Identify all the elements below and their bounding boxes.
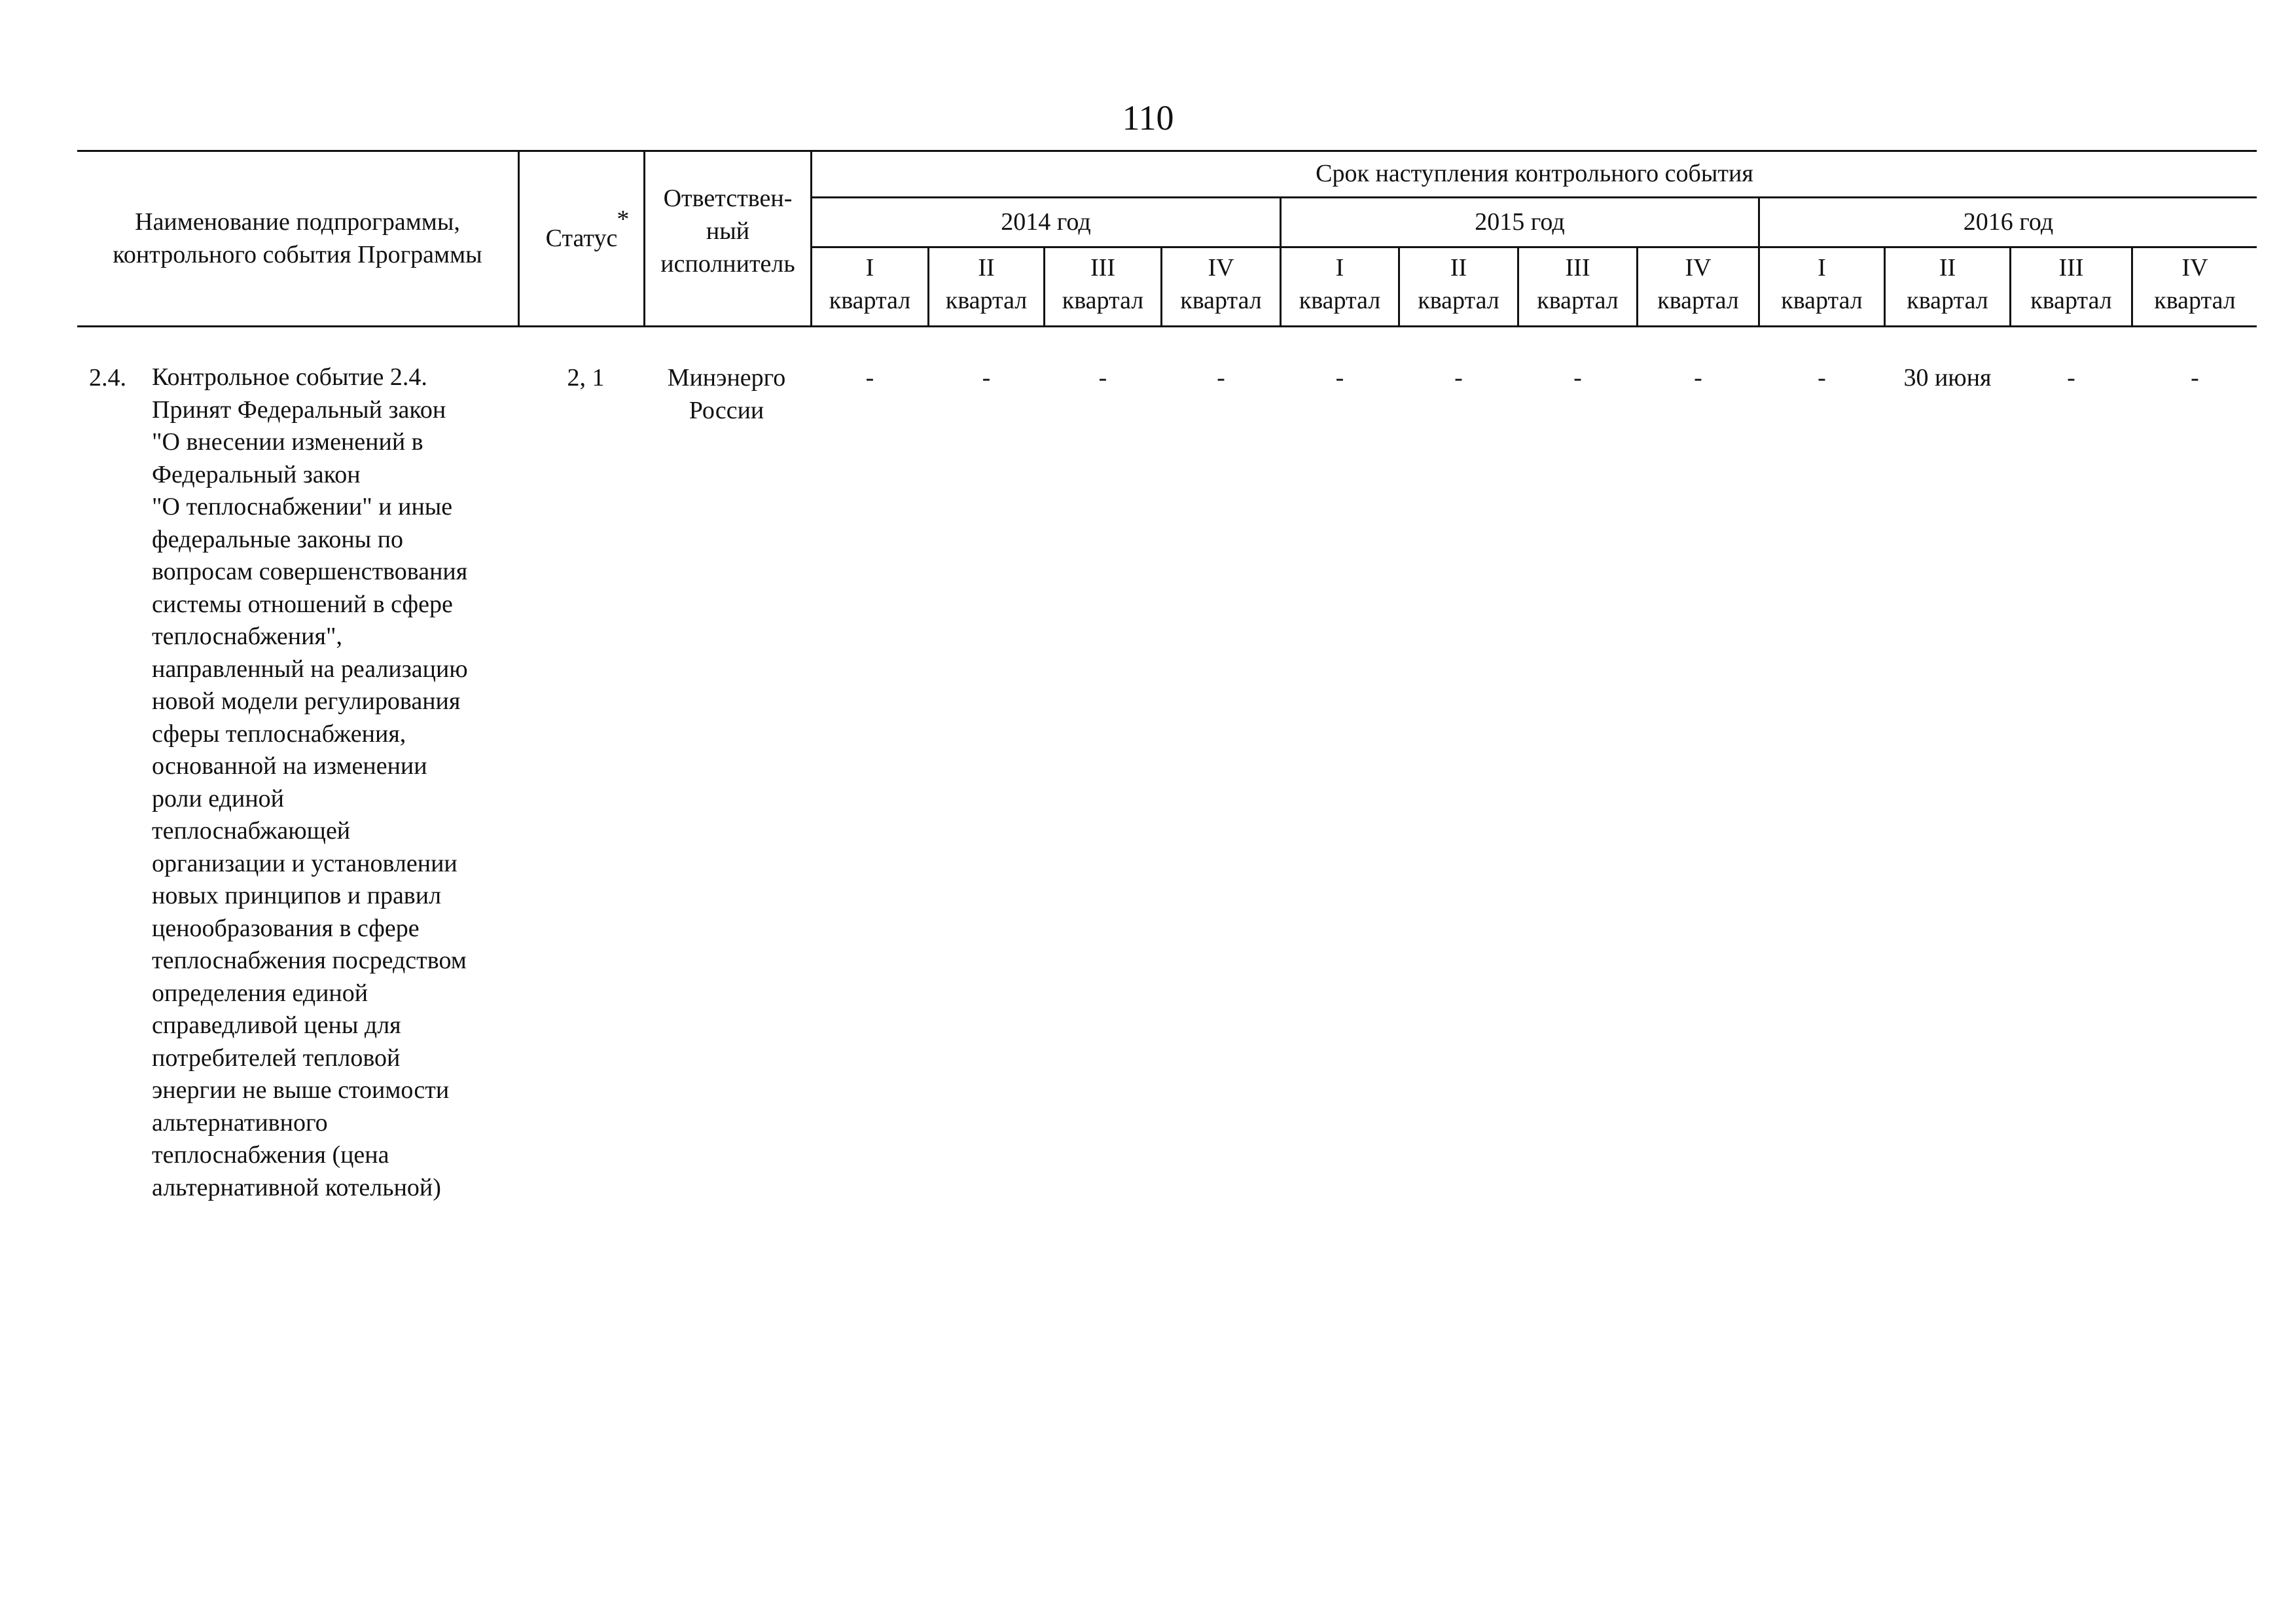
row-status: 2, 1 bbox=[567, 364, 605, 392]
header-year-2014: 2014 год bbox=[1001, 208, 1091, 236]
quarter-number: III bbox=[1090, 254, 1115, 282]
header-year-2015: 2015 год bbox=[1475, 208, 1565, 236]
quarter-label: квартал bbox=[1537, 287, 1619, 314]
header-quarter bbox=[2011, 250, 2131, 325]
row-value-2015-q4: - bbox=[1694, 364, 1702, 392]
quarter-number: I bbox=[865, 254, 874, 282]
header-status-col bbox=[520, 152, 643, 325]
quarter-number: IV bbox=[2181, 254, 2208, 282]
header-quarter bbox=[929, 250, 1043, 325]
header-quarter bbox=[1162, 250, 1280, 325]
quarter-number: IV bbox=[1208, 254, 1234, 282]
quarter-number: II bbox=[1450, 254, 1467, 282]
header-executor-col: Ответствен- ный исполнитель bbox=[660, 185, 795, 278]
years-divider bbox=[810, 246, 2257, 248]
quarter-label: квартал bbox=[1418, 287, 1499, 314]
row-value-2014-q4: - bbox=[1217, 364, 1225, 392]
header-quarter bbox=[1400, 250, 1517, 325]
quarter-label: квартал bbox=[1062, 287, 1144, 314]
row-value-2014-q2: - bbox=[982, 364, 991, 392]
row-value-2014-q3: - bbox=[1098, 364, 1107, 392]
row-value-2016-q2: 30 июня bbox=[1903, 364, 1992, 392]
quarter-number: III bbox=[1565, 254, 1590, 282]
quarter-label: квартал bbox=[2030, 287, 2112, 314]
header-status-wrap bbox=[545, 206, 630, 255]
quarter-number: IV bbox=[1685, 254, 1712, 282]
quarter-label: квартал bbox=[945, 287, 1028, 314]
header-quarter bbox=[1519, 250, 1636, 325]
header-quarter bbox=[812, 250, 927, 325]
quarter-label: квартал bbox=[2154, 287, 2236, 314]
quarter-number: II bbox=[1939, 254, 1956, 282]
quarter-number: III bbox=[2058, 254, 2084, 282]
header-deadline-title: Срок наступления контрольного события bbox=[1316, 160, 1753, 187]
quarter-label: квартал bbox=[1299, 287, 1381, 314]
row-value-2016-q1: - bbox=[1818, 364, 1826, 392]
header-status-label: Статус bbox=[545, 225, 618, 252]
quarter-label: квартал bbox=[1180, 287, 1262, 314]
quarter-number: II bbox=[978, 254, 995, 282]
header-status-footnote: * bbox=[617, 206, 630, 233]
row-executor: Минэнерго России bbox=[667, 364, 786, 424]
row-value-2014-q1: - bbox=[865, 364, 874, 392]
header-quarter bbox=[1760, 250, 1884, 325]
row-value-2015-q2: - bbox=[1454, 364, 1463, 392]
row-number: 2.4. bbox=[89, 364, 126, 392]
row-value-2016-q4: - bbox=[2191, 364, 2199, 392]
header-quarter bbox=[1282, 250, 1398, 325]
row-value-2016-q3: - bbox=[2067, 364, 2075, 392]
table-header-bottom-border bbox=[77, 325, 2257, 327]
quarter-number: I bbox=[1818, 254, 1826, 282]
header-quarter bbox=[1886, 250, 2009, 325]
header-quarter bbox=[1638, 250, 1758, 325]
row-value-2015-q1: - bbox=[1335, 364, 1344, 392]
header-year-2016: 2016 год bbox=[1963, 208, 2054, 236]
quarter-label: квартал bbox=[1657, 287, 1739, 314]
header-quarter bbox=[1045, 250, 1160, 325]
page-number: 110 bbox=[1122, 98, 1174, 137]
quarter-label: квартал bbox=[829, 287, 911, 314]
quarter-label: квартал bbox=[1781, 287, 1863, 314]
header-quarter bbox=[2133, 250, 2257, 325]
header-name-col: Наименование подпрограммы, контрольного события Программы bbox=[113, 208, 482, 268]
quarter-label: квартал bbox=[1907, 287, 1988, 314]
row-value-2015-q3: - bbox=[1573, 364, 1582, 392]
quarter-number: I bbox=[1335, 254, 1344, 282]
row-event-name: Контрольное событие 2.4. Принят Федеральный закон "О внесении изменений в Федеральный закон "О теплоснабжении" и иные федеральные законы по вопросам совершенствования системы отношений в сфере теплоснабжения", направленный на реализацию новой модели регулирования сферы теплоснабжения, основанной на изменении роли единой теплоснабжающей организации и установлении новых принципов и правил ценообразования в сфере теплоснабжения посредством определения единой справедливой цены для потребителей тепловой энергии не выше стоимости альтернативного теплоснабжения (цена альтернативной котельной) bbox=[152, 363, 468, 1201]
